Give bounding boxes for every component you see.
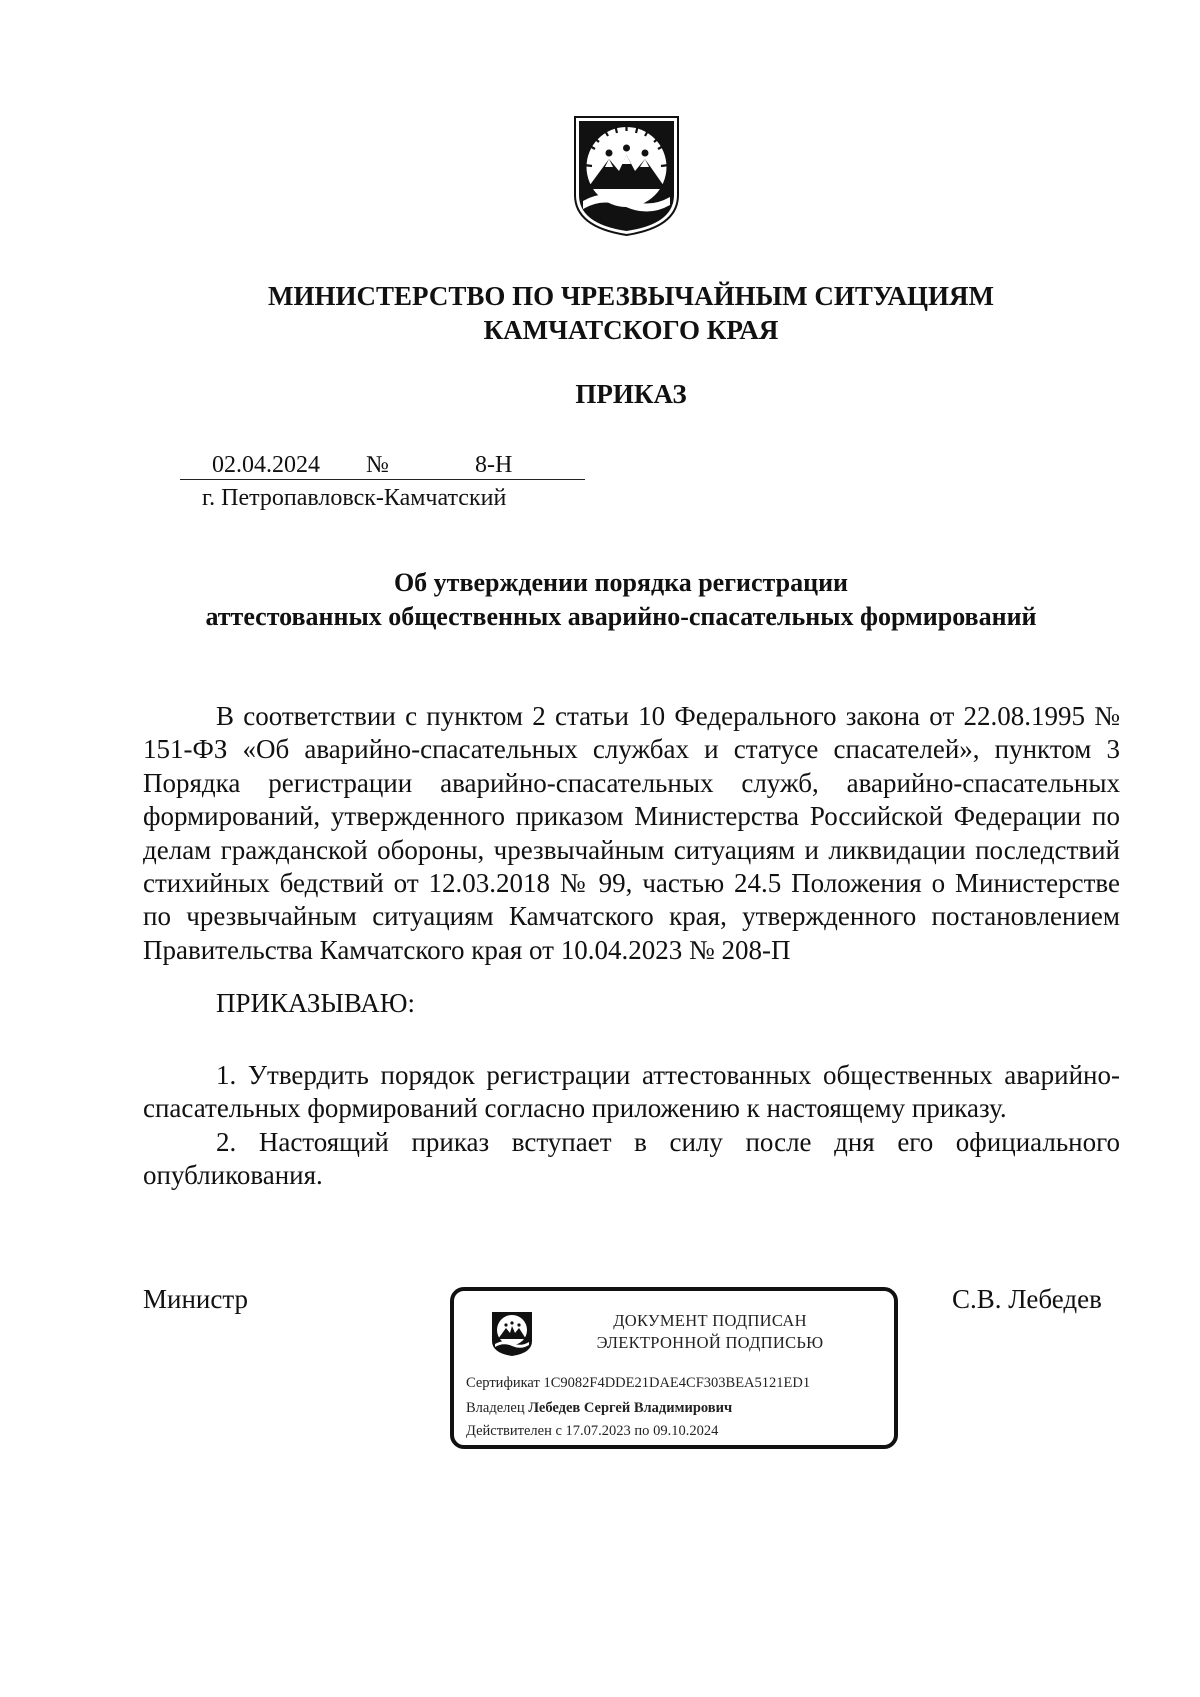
order-items — [143, 1059, 1120, 1193]
order-item: 2. Настоящий приказ вступает в силу после дня его официального опубликования. — [143, 1126, 1120, 1191]
document-number: 8-Н — [475, 452, 513, 478]
document-city: г. Петропавловск-Камчатский — [202, 485, 507, 511]
signer-position: Министр — [143, 1284, 248, 1314]
stamp-heading2: ЭЛЕКТРОННОЙ ПОДПИСЬЮ — [596, 1333, 824, 1352]
electronic-signature-stamp — [450, 1287, 898, 1449]
signer-name: С.В. Лебедев — [952, 1284, 1102, 1314]
organization-name-line2: КАМЧАТСКОГО КРАЯ — [483, 315, 779, 345]
document-date: 02.04.2024 — [212, 452, 320, 478]
valid-to: 09.10.2024 — [653, 1423, 719, 1439]
owner-line — [466, 1401, 732, 1416]
document-type-title: ПРИКАЗ — [575, 379, 687, 409]
date-number-line — [180, 453, 585, 481]
preamble-paragraph — [143, 700, 1120, 967]
subject-line2: аттестованных общественных аварийно-спасательных формирований — [205, 602, 1037, 631]
preamble-text: В соответствии с пунктом 2 статьи 10 Федерального закона от 22.08.1995 № 151-ФЗ «Об аварийно-спасательных службах и статусе спасателей», пунктом 3 Порядка регистрации аварийно-спасательных служб, аварийно-спасательных формирований, утвержденного приказом Министерства Российской Федерации по делам гражданской обороны, чрезвычайным ситуациям и ликвидации последствий стихийных бедствий от 12.03.2018 № 99, частью 24.5 Положения о Министерстве по чрезвычайным ситуациям Камчатского края, утвержденного постановлением Правительства Камчатского края от 10.04.2023 № 208-П — [143, 701, 1120, 965]
number-sign: № — [366, 452, 389, 478]
underline-rule — [180, 479, 585, 480]
kamchatka-coat-of-arms-icon — [573, 115, 680, 237]
validity-line — [466, 1424, 718, 1439]
certificate-value: 1C9082F4DDE21DAE4CF303BEA5121ED1 — [543, 1375, 811, 1391]
order-directive: ПРИКАЗЫВАЮ: — [216, 988, 415, 1018]
valid-to-label: по — [634, 1423, 650, 1439]
organization-name-line1: МИНИСТЕРСТВО ПО ЧРЕЗВЫЧАЙНЫМ СИТУАЦИЯМ — [268, 281, 994, 311]
valid-from: 17.07.2023 — [565, 1423, 631, 1439]
valid-label: Действителен с — [466, 1423, 562, 1439]
certificate-line — [466, 1376, 810, 1391]
owner-label: Владелец — [466, 1400, 525, 1416]
subject-line1: Об утверждении порядка регистрации — [393, 568, 849, 597]
stamp-heading1: ДОКУМЕНТ ПОДПИСАН — [613, 1311, 807, 1330]
kamchatka-coat-of-arms-icon — [491, 1311, 533, 1357]
owner-value: Лебедев Сергей Владимирович — [528, 1400, 733, 1416]
certificate-label: Сертификат — [466, 1375, 540, 1391]
order-item: 1. Утвердить порядок регистрации аттестованных общественных аварийно-спасательных формирований согласно приложению к настоящему приказу. — [143, 1060, 1120, 1124]
